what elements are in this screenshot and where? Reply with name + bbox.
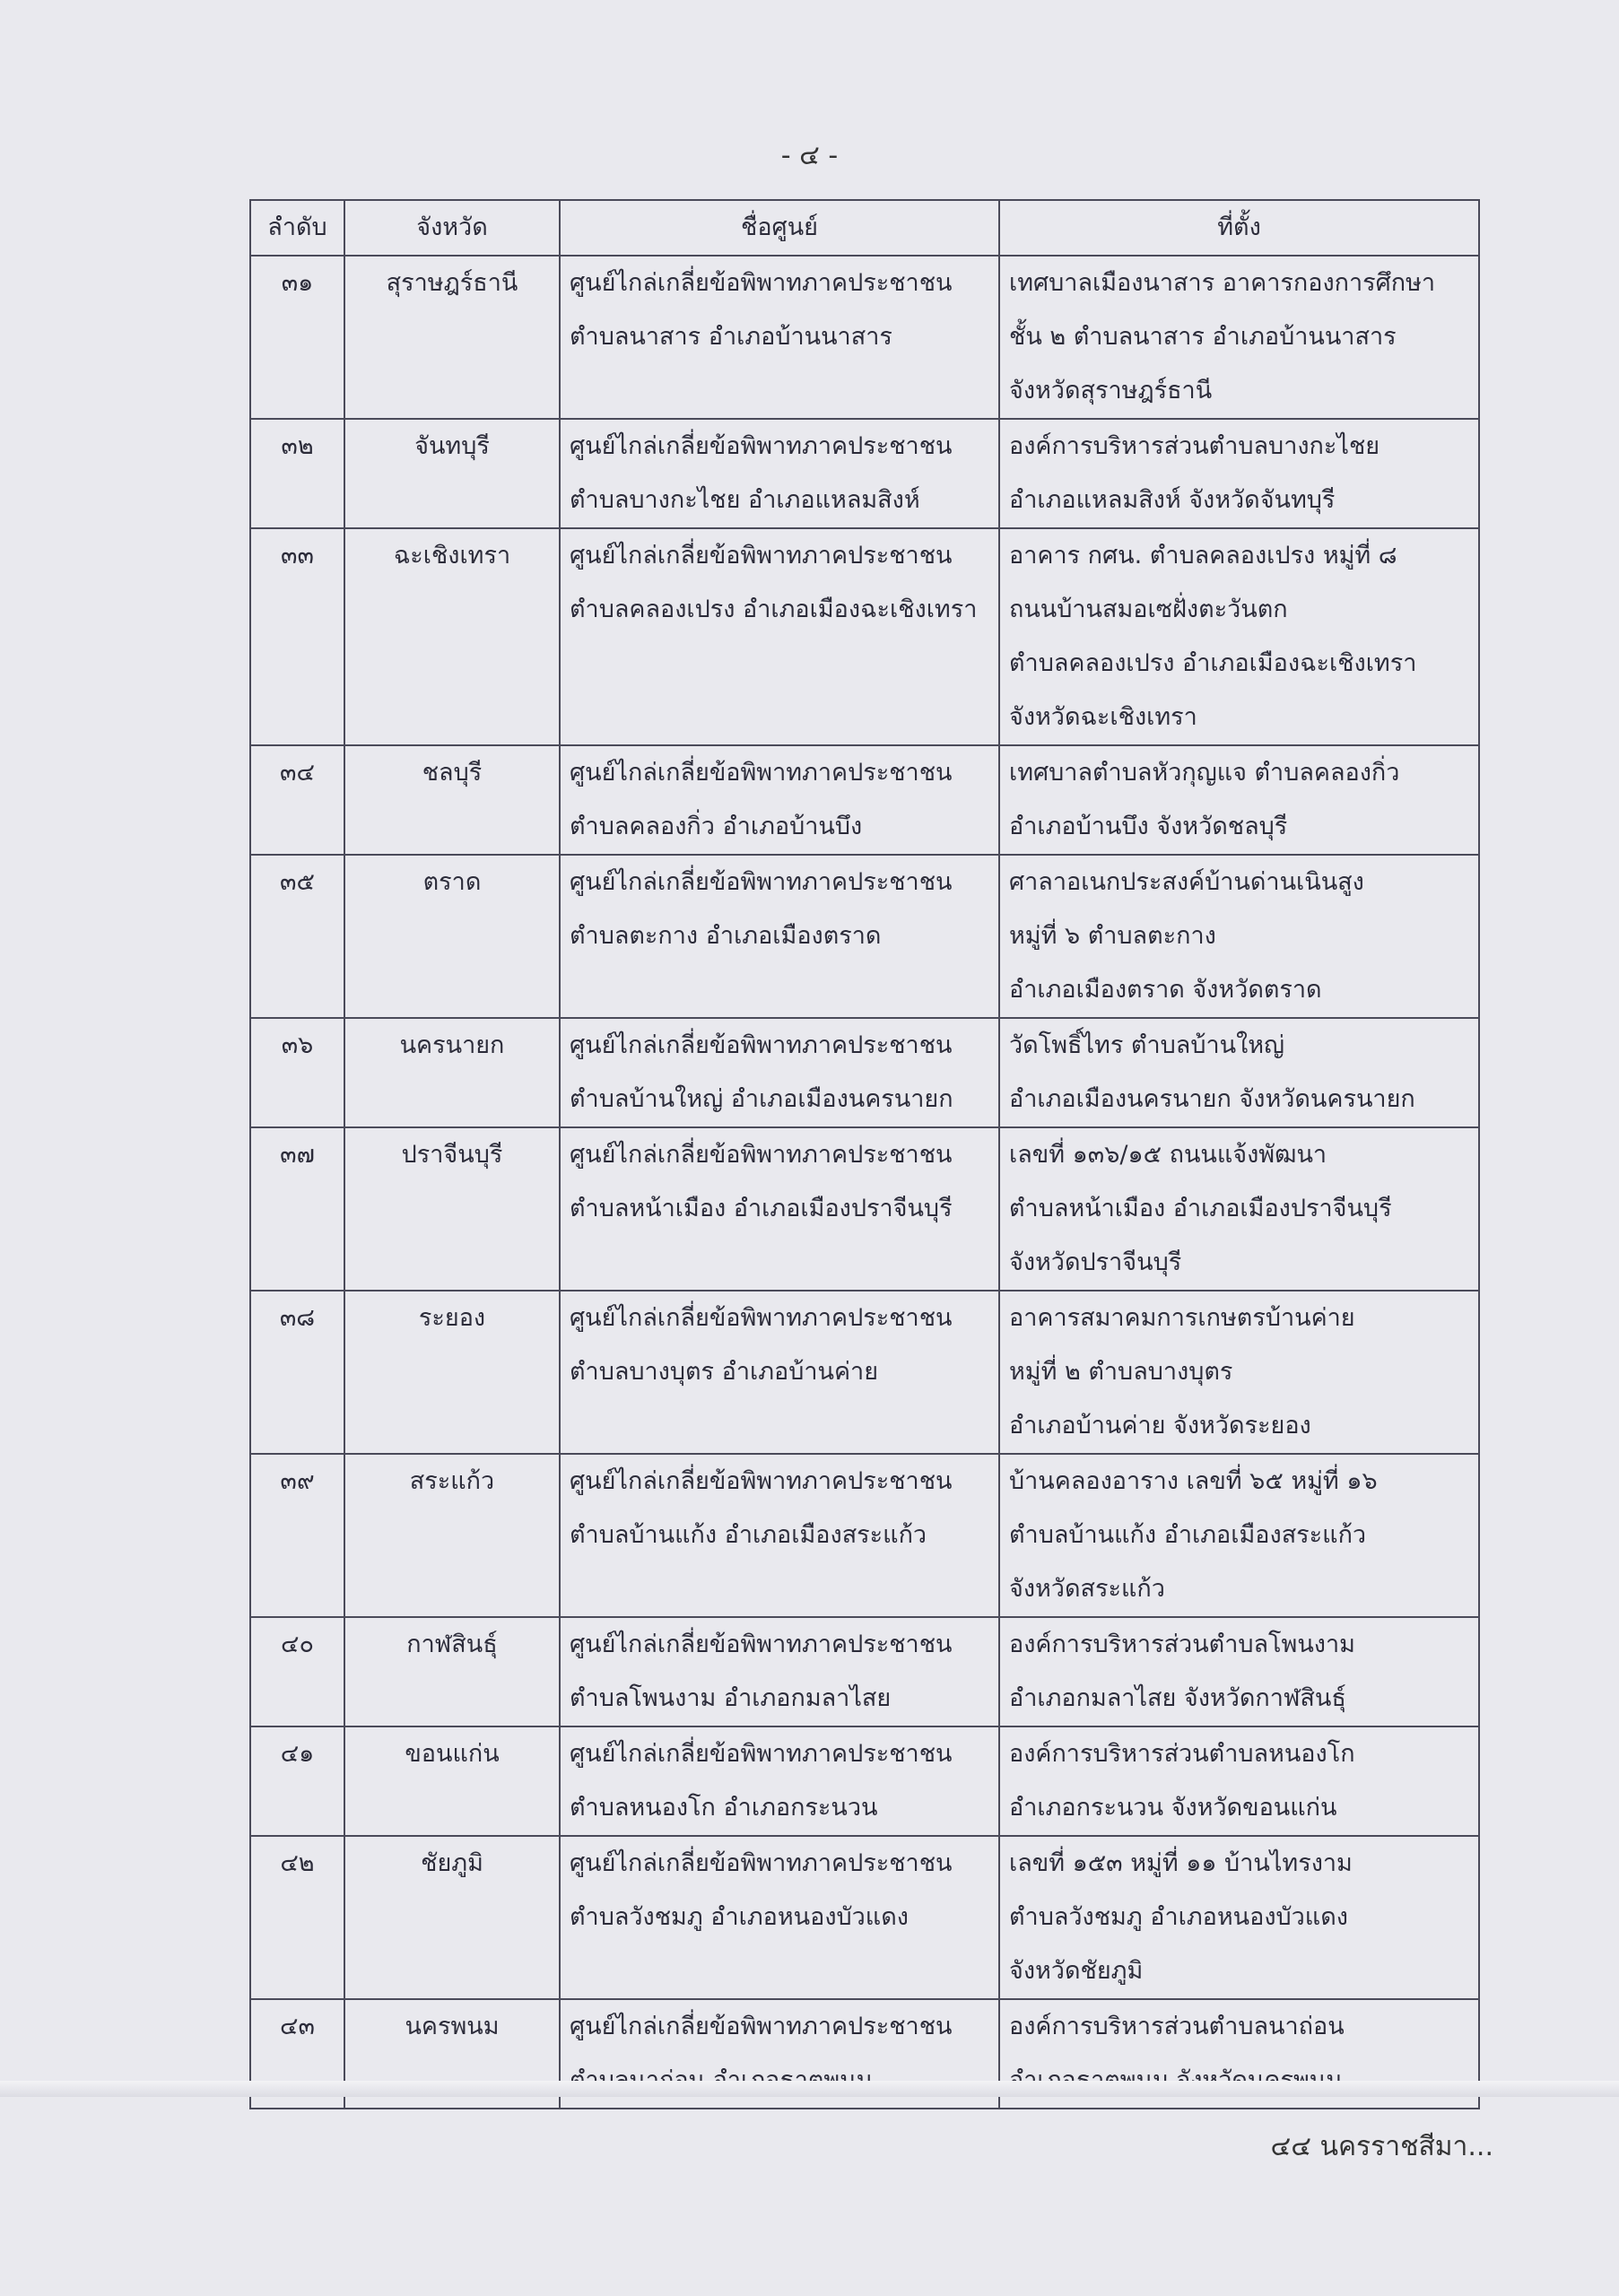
row-province: นครนายก xyxy=(344,1018,560,1127)
location-line: อาคาร กศน. ตำบลคลองเปรง หมู่ที่ ๘ xyxy=(1009,542,1397,570)
location-line: หมู่ที่ ๖ ตำบลตะกาง xyxy=(1009,922,1216,950)
location-line: จังหวัดสระแก้ว xyxy=(1009,1575,1165,1603)
row-province: จันทบุรี xyxy=(344,419,560,528)
row-province: ชัยภูมิ xyxy=(344,1836,560,1999)
table-header-row xyxy=(250,200,1479,256)
row-province: ปราจีนบุรี xyxy=(344,1127,560,1291)
center-name-line: ศูนย์ไกล่เกลี่ยข้อพิพาทภาคประชาชน xyxy=(570,1740,953,1768)
row-order: ๓๔ xyxy=(250,745,344,855)
row-province: ฉะเชิงเทรา xyxy=(344,528,560,745)
center-name-line: ศูนย์ไกล่เกลี่ยข้อพิพาทภาคประชาชน xyxy=(570,1304,953,1332)
location-line: ตำบลวังชมภู อำเภอหนองบัวแดง xyxy=(1009,1903,1348,1931)
table-row xyxy=(250,256,1479,419)
row-order: ๓๓ xyxy=(250,528,344,745)
location-line: องค์การบริหารส่วนตำบลโพนงาม xyxy=(1009,1631,1355,1658)
location-line: อาคารสมาคมการเกษตรบ้านค่าย xyxy=(1009,1304,1355,1332)
row-location xyxy=(999,1018,1479,1127)
center-name-line: ตำบลบางบุตร อำเภอบ้านค่าย xyxy=(570,1358,879,1386)
row-order: ๓๘ xyxy=(250,1291,344,1454)
row-center-name xyxy=(560,419,999,528)
row-location xyxy=(999,1836,1479,1999)
location-line: อำเภอเมืองตราด จังหวัดตราด xyxy=(1009,976,1322,1004)
location-line: อำเภอบ้านบึง จังหวัดชลบุรี xyxy=(1009,813,1288,840)
location-line: ศาลาอเนกประสงค์บ้านด่านเนินสูง xyxy=(1009,868,1364,896)
row-province: สระแก้ว xyxy=(344,1454,560,1617)
row-order: ๓๖ xyxy=(250,1018,344,1127)
mediation-centers-table xyxy=(249,199,1480,2109)
location-line: เลขที่ ๑๕๓ หมู่ที่ ๑๑ บ้านไทรงาม xyxy=(1009,1849,1353,1877)
row-location xyxy=(999,419,1479,528)
location-line: ถนนบ้านสมอเซฝั่งตะวันตก xyxy=(1009,596,1288,623)
row-location xyxy=(999,855,1479,1018)
center-name-line: ตำบลหนองโก อำเภอกระนวน xyxy=(570,1794,878,1822)
table-row xyxy=(250,1018,1479,1127)
center-name-line: ศูนย์ไกล่เกลี่ยข้อพิพาทภาคประชาชน xyxy=(570,759,953,787)
row-location xyxy=(999,1127,1479,1291)
location-line: องค์การบริหารส่วนตำบลหนองโก xyxy=(1009,1740,1355,1768)
center-name-line: ศูนย์ไกล่เกลี่ยข้อพิพาทภาคประชาชน xyxy=(570,2013,953,2040)
location-line: วัดโพธิ์ไทร ตำบลบ้านใหญ่ xyxy=(1009,1031,1285,1059)
row-order: ๔๑ xyxy=(250,1726,344,1836)
center-name-line: ตำบลหน้าเมือง อำเภอเมืองปราจีนบุรี xyxy=(570,1195,953,1222)
row-location xyxy=(999,1726,1479,1836)
location-line: บ้านคลองอาราง เลขที่ ๖๕ หมู่ที่ ๑๖ xyxy=(1009,1467,1378,1495)
location-line: เทศบาลเมืองนาสาร อาคารกองการศึกษา xyxy=(1009,269,1436,297)
location-line: เทศบาลตำบลหัวกุญแจ ตำบลคลองกิ่ว xyxy=(1009,759,1400,787)
row-center-name xyxy=(560,1291,999,1454)
center-name-line: ตำบลคลองกิ่ว อำเภอบ้านบึง xyxy=(570,813,863,840)
location-line: อำเภอเมืองนครนายก จังหวัดนครนายก xyxy=(1009,1085,1415,1113)
center-name-line: ตำบลบางกะไชย อำเภอแหลมสิงห์ xyxy=(570,486,920,514)
row-center-name xyxy=(560,1127,999,1291)
center-name-line: ตำบลวังชมภู อำเภอหนองบัวแดง xyxy=(570,1903,909,1931)
row-order: ๔๒ xyxy=(250,1836,344,1999)
location-line: จังหวัดสุราษฎร์ธานี xyxy=(1009,377,1213,404)
table-row xyxy=(250,1836,1479,1999)
header-center-name: ชื่อศูนย์ xyxy=(560,200,999,256)
table-row xyxy=(250,1726,1479,1836)
row-order: ๔๐ xyxy=(250,1617,344,1726)
center-name-line: ศูนย์ไกล่เกลี่ยข้อพิพาทภาคประชาชน xyxy=(570,1849,953,1877)
location-line: ตำบลหน้าเมือง อำเภอเมืองปราจีนบุรี xyxy=(1009,1195,1392,1222)
center-name-line: ตำบลตะกาง อำเภอเมืองตราด xyxy=(570,922,882,950)
row-center-name xyxy=(560,855,999,1018)
row-location xyxy=(999,528,1479,745)
row-center-name xyxy=(560,1018,999,1127)
location-line: องค์การบริหารส่วนตำบลนาถ่อน xyxy=(1009,2013,1345,2040)
location-line: เลขที่ ๑๓๖/๑๕ ถนนแจ้งพัฒนา xyxy=(1009,1141,1327,1169)
page-number: - ๔ - xyxy=(780,140,839,171)
row-center-name xyxy=(560,1454,999,1617)
center-name-line: ศูนย์ไกล่เกลี่ยข้อพิพาทภาคประชาชน xyxy=(570,1031,953,1059)
header-province: จังหวัด xyxy=(344,200,560,256)
row-province: กาฬสินธุ์ xyxy=(344,1617,560,1726)
row-center-name xyxy=(560,1836,999,1999)
location-line: อำเภอแหลมสิงห์ จังหวัดจันทบุรี xyxy=(1009,486,1336,514)
location-line: ตำบลบ้านแก้ง อำเภอเมืองสระแก้ว xyxy=(1009,1521,1367,1549)
location-line: จังหวัดปราจีนบุรี xyxy=(1009,1248,1182,1276)
row-location xyxy=(999,1617,1479,1726)
row-center-name xyxy=(560,745,999,855)
row-province: สุราษฎร์ธานี xyxy=(344,256,560,419)
table-row xyxy=(250,1617,1479,1726)
center-name-line: ศูนย์ไกล่เกลี่ยข้อพิพาทภาคประชาชน xyxy=(570,1631,953,1658)
table-row xyxy=(250,419,1479,528)
location-line: หมู่ที่ ๒ ตำบลบางบุตร xyxy=(1009,1358,1233,1386)
row-center-name xyxy=(560,1726,999,1836)
continuation-note: ๔๔ นครราชสีมา... xyxy=(1270,2131,1493,2162)
row-province: ขอนแก่น xyxy=(344,1726,560,1836)
location-line: อำเภอกระนวน จังหวัดขอนแก่น xyxy=(1009,1794,1337,1822)
location-line: อำเภอกมลาไสย จังหวัดกาฬสินธุ์ xyxy=(1009,1684,1346,1712)
table-row xyxy=(250,855,1479,1018)
table-row xyxy=(250,528,1479,745)
row-center-name xyxy=(560,528,999,745)
center-name-line: ตำบลนาสาร อำเภอบ้านนาสาร xyxy=(570,323,892,351)
location-line: ตำบลคลองเปรง อำเภอเมืองฉะเชิงเทรา xyxy=(1009,649,1417,677)
location-line: อำเภอบ้านค่าย จังหวัดระยอง xyxy=(1009,1412,1311,1439)
location-line: ชั้น ๒ ตำบลนาสาร อำเภอบ้านนาสาร xyxy=(1009,323,1397,351)
row-order: ๓๙ xyxy=(250,1454,344,1617)
header-location: ที่ตั้ง xyxy=(999,200,1479,256)
row-province: ตราด xyxy=(344,855,560,1018)
row-order: ๓๕ xyxy=(250,855,344,1018)
row-center-name xyxy=(560,1617,999,1726)
row-order: ๓๗ xyxy=(250,1127,344,1291)
location-line: องค์การบริหารส่วนตำบลบางกะไชย xyxy=(1009,432,1380,460)
center-name-line: ศูนย์ไกล่เกลี่ยข้อพิพาทภาคประชาชน xyxy=(570,1467,953,1495)
row-province: ระยอง xyxy=(344,1291,560,1454)
center-name-line: ตำบลคลองเปรง อำเภอเมืองฉะเชิงเทรา xyxy=(570,596,978,623)
row-location xyxy=(999,745,1479,855)
center-name-line: ศูนย์ไกล่เกลี่ยข้อพิพาทภาคประชาชน xyxy=(570,542,953,570)
scan-edge xyxy=(0,2081,1619,2097)
row-province: นครพนม xyxy=(344,1999,560,2109)
center-name-line: ตำบลบ้านใหญ่ อำเภอเมืองนครนายก xyxy=(570,1085,953,1113)
row-order: ๔๓ xyxy=(250,1999,344,2109)
table-row xyxy=(250,1454,1479,1617)
location-line: จังหวัดฉะเชิงเทรา xyxy=(1009,703,1197,731)
row-center-name xyxy=(560,256,999,419)
row-location xyxy=(999,1454,1479,1617)
row-location xyxy=(999,1291,1479,1454)
row-province: ชลบุรี xyxy=(344,745,560,855)
location-line: จังหวัดชัยภูมิ xyxy=(1009,1957,1144,1985)
row-location xyxy=(999,256,1479,419)
row-order: ๓๒ xyxy=(250,419,344,528)
center-name-line: ตำบลโพนงาม อำเภอกมลาไสย xyxy=(570,1684,892,1712)
center-name-line: ศูนย์ไกล่เกลี่ยข้อพิพาทภาคประชาชน xyxy=(570,269,953,297)
row-order: ๓๑ xyxy=(250,256,344,419)
center-name-line: ตำบลบ้านแก้ง อำเภอเมืองสระแก้ว xyxy=(570,1521,927,1549)
center-name-line: ศูนย์ไกล่เกลี่ยข้อพิพาทภาคประชาชน xyxy=(570,432,953,460)
table-row xyxy=(250,1291,1479,1454)
center-name-line: ศูนย์ไกล่เกลี่ยข้อพิพาทภาคประชาชน xyxy=(570,1141,953,1169)
table-row xyxy=(250,745,1479,855)
table-row xyxy=(250,1127,1479,1291)
center-name-line: ศูนย์ไกล่เกลี่ยข้อพิพาทภาคประชาชน xyxy=(570,868,953,896)
header-order: ลำดับ xyxy=(250,200,344,256)
